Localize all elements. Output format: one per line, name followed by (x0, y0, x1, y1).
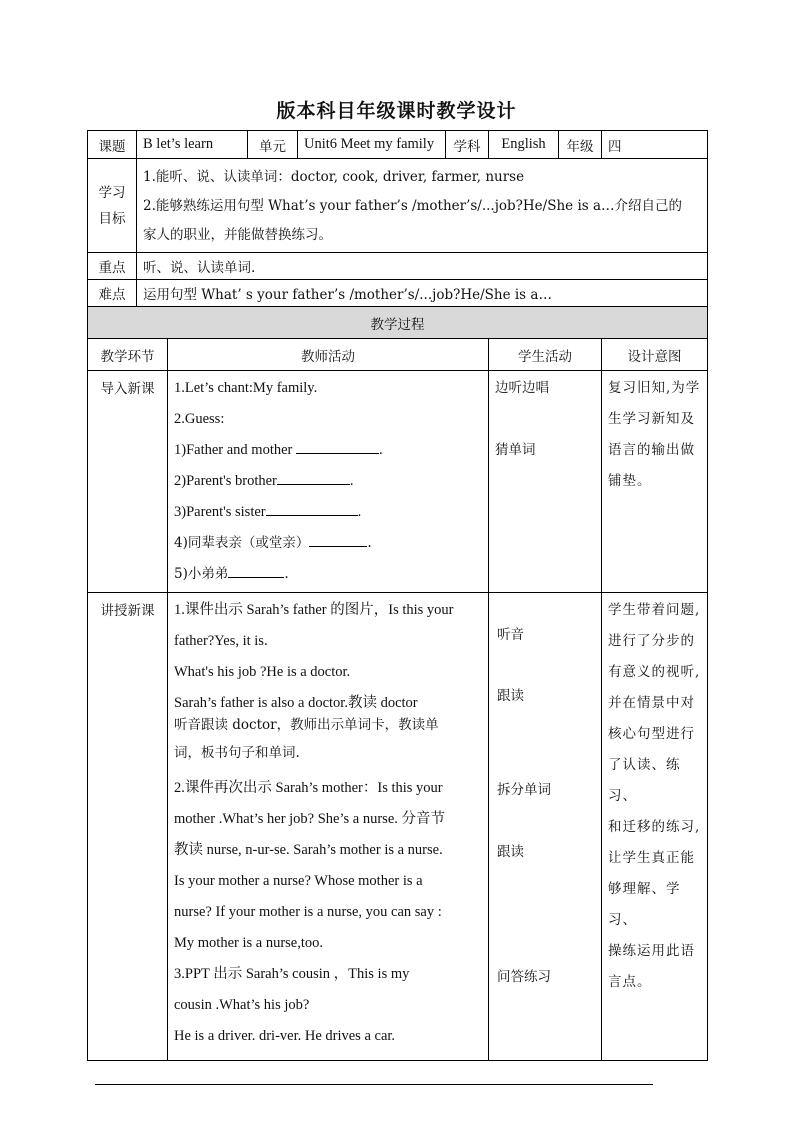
section1-teacher-line-2: 2.Guess: (174, 411, 225, 427)
section1-guess-5: 5)小弟弟 . (174, 566, 289, 582)
section1-intent-line-4: 铺垫。 (608, 473, 652, 489)
section1-student (489, 371, 602, 593)
section1-intent-line-1: 复习旧知,为学 (608, 380, 701, 396)
section2-teacher-c-1: 2.课件再次出示 Sarah’s mother：Is this your (174, 780, 443, 796)
topic-label: 课题 (88, 131, 137, 159)
section2-teacher-a-4: Sarah’s father is also a doctor.教读 doctor (174, 695, 418, 711)
section2-intent (602, 593, 708, 1061)
section2-student (489, 593, 602, 1061)
section2-teacher-a-1: 1.课件出示 Sarah’s father 的图片，Is this your (174, 602, 454, 618)
section1-student-line-1: 边听边唱 (495, 380, 550, 396)
grade-value: 四 (602, 131, 708, 159)
section2-intent-line-8: 让学生真正能 (608, 850, 696, 866)
section1-guess-3: 3)Parent's sister . (174, 504, 362, 520)
guess-4-text: 4)同辈表亲（或堂亲） (174, 535, 310, 551)
key-points-label: 重点 (88, 253, 137, 280)
column-stage: 教学环节 (88, 339, 168, 371)
section1-teacher-line-1: 1.Let’s chant:My family. (174, 380, 318, 396)
section2-teacher-c-8: cousin .What’s his job? (174, 997, 310, 1013)
section1-stage: 导入新课 (88, 371, 168, 593)
section2-intent-line-10: 操练运用此语 (608, 943, 696, 959)
topic-value: B let’s learn (137, 131, 248, 159)
key-points-value: 听、说、认读单词. (137, 253, 708, 280)
section2-intent-line-7: 和迁移的练习, (608, 819, 701, 835)
grade-label: 年级 (559, 131, 602, 159)
guess-5-text: 5)小弟弟 (174, 566, 229, 582)
section1-intent-line-3: 语言的输出做 (608, 442, 696, 458)
difficulties-value: 运用句型 What’ s your father’s /mother’s/...job?He/She is a… (137, 280, 708, 307)
answer-blank (309, 534, 367, 547)
section2-student-5: 问答练习 (497, 969, 552, 985)
section2-student-4: 跟读 (497, 844, 525, 860)
section1-guess-1: 1)Father and mother . (174, 442, 383, 458)
objectives-label (88, 159, 137, 253)
section2-intent-line-2: 进行了分步的 (608, 633, 696, 649)
objective-line-1: 1.能听、说、认读单词：doctor, cook, driver, farmer, nurse (143, 169, 525, 185)
section2-intent-line-1: 学生带着问题, (608, 602, 701, 618)
section2-teacher-c-4: Is your mother a nurse? Whose mother is a (174, 873, 423, 889)
section2-student-1: 听音 (497, 627, 525, 643)
guess-3-text: 3)Parent's sister (174, 504, 266, 520)
section2-intent-line-6: 了认读、练习、 (608, 757, 681, 804)
section2-teacher-c-7: 3.PPT 出示 Sarah’s cousin ，This is my (174, 966, 410, 982)
section1-teacher (168, 371, 489, 593)
column-intent: 设计意图 (602, 339, 708, 371)
section2-intent-line-9: 够理解、学习、 (608, 881, 681, 928)
guess-2-text: 2)Parent's brother (174, 473, 277, 489)
objective-line-3: 家人的职业，并能做替换练习。 (143, 227, 332, 243)
footer-rule (95, 1084, 653, 1085)
answer-blank (266, 503, 358, 516)
section2-intent-line-3: 有意义的视听, (608, 664, 701, 680)
section2-teacher-b-2: 词，板书句子和单词. (174, 745, 300, 761)
section1-intent-line-2: 生学习新知及 (608, 411, 696, 427)
answer-blank (228, 565, 284, 578)
section2-teacher (168, 593, 489, 1061)
answer-blank (296, 441, 379, 454)
lesson-plan-table (87, 130, 707, 1061)
process-header: 教学过程 (88, 307, 708, 339)
section2-teacher-c-6: My mother is a nurse,too. (174, 935, 324, 951)
unit-label: 单元 (248, 131, 298, 159)
difficulties-label: 难点 (88, 280, 137, 307)
section1-student-line-2 (495, 404, 597, 435)
section2-stage: 讲授新课 (88, 593, 168, 1061)
section2-teacher-a-2: father?Yes, it is. (174, 633, 268, 649)
section2-teacher-a-3: What's his job ?He is a doctor. (174, 664, 351, 680)
section1-guess-4: 4)同辈表亲（或堂亲） . (174, 535, 372, 551)
section2-teacher-c-9: He is a driver. dri-ver. He drives a car. (174, 1028, 396, 1044)
section2-intent-line-11: 言点。 (608, 974, 652, 990)
objectives-label-text: 学习目标 (98, 184, 126, 227)
section2-teacher-c-3: 教读 nurse, n-ur-se. Sarah’s mother is a nurse. (174, 842, 443, 858)
section2-teacher-c-5: nurse? If your mother is a nurse, you can say : (174, 904, 442, 920)
section2-intent-line-4: 并在情景中对 (608, 695, 696, 711)
section2-teacher-b-1: 听音跟读 doctor，教师出示单词卡，教读单 (174, 717, 439, 733)
section1-student-line-3: 猜单词 (495, 442, 536, 458)
column-student: 学生活动 (489, 339, 602, 371)
answer-blank (277, 472, 350, 485)
guess-1-text: 1)Father and mother (174, 442, 297, 458)
section2-intent-line-5: 核心句型进行 (608, 726, 696, 742)
section1-guess-2: 2)Parent's brother . (174, 473, 354, 489)
section1-intent (602, 371, 708, 593)
objectives-content (137, 159, 708, 253)
subject-value: English (489, 131, 559, 159)
document-title: 版本科目年级课时教学设计 (276, 100, 517, 122)
objective-line-2: 2.能够熟练运用句型 What’s your father’s /mother’s/...job?He/She is a…介绍自己的 (143, 198, 683, 214)
subject-label: 学科 (446, 131, 489, 159)
section2-student-2: 跟读 (497, 688, 525, 704)
section2-teacher-c-2: mother .What’s her job? She’s a nurse. 分音节 (174, 811, 446, 827)
unit-value: Unit6 Meet my family (298, 131, 446, 159)
section2-student-3: 拆分单词 (497, 782, 552, 798)
column-teacher: 教师活动 (168, 339, 489, 371)
